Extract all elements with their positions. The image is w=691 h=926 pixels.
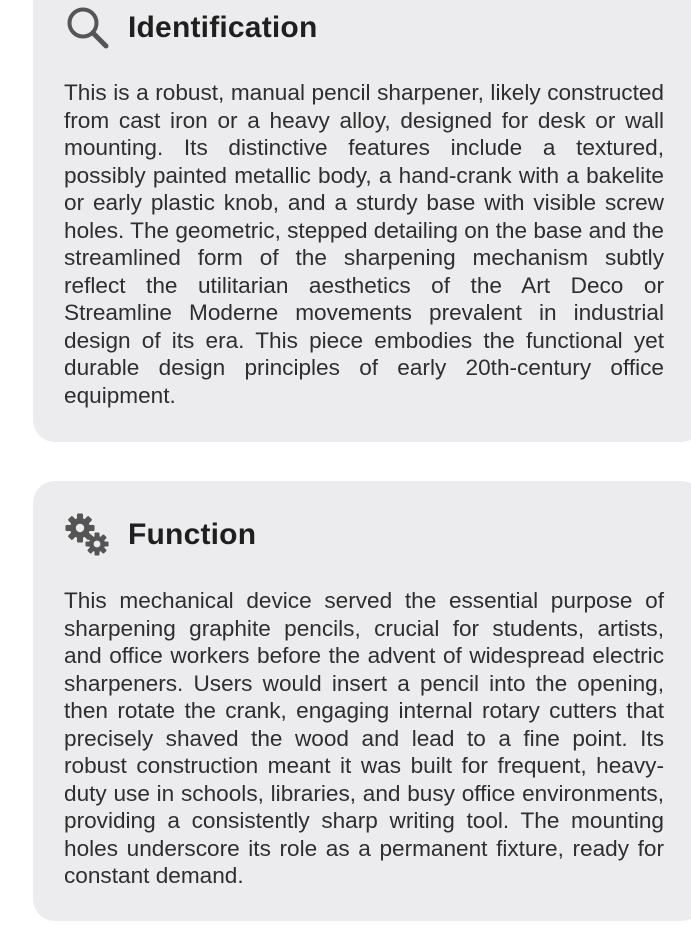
search-icon [63,3,113,53]
function-title: Function [128,518,257,551]
identification-header [63,3,317,53]
gears-icon [63,510,113,560]
identification-card [33,0,691,442]
function-text: This mechanical device served the essential purpose of sharpening graphite pencils, crucial for students, artists, and office workers before the advent of widespread electric sharpeners. Users would insert a pencil into the opening, then rotate the crank, engaging internal rotary cutters that precisely shaved the wood and lead to a fine point. Its robust construction meant it was built for frequent, heavy-duty use in schools, libraries, and busy office environments, providing a consistently sharp writing tool. The mounting holes underscore its role as a permanent fixture, ready for constant demand. [64,588,664,888]
function-card [33,481,691,921]
identification-title: Identification [128,11,318,44]
function-header [63,510,256,560]
identification-text: This is a robust, manual pencil sharpener, likely constructed from cast iron or a heavy alloy, designed for desk or wall mounting. Its distinctive features include a textured, possibly painted metallic body, a hand-crank with a bakelite or early plastic knob, and a sturdy base with visible screw holes. The geometric, stepped detailing on the base and the streamlined form of the sharpening mechanism subtly reflect the utilitarian aesthetics of the Art Deco or Streamline Moderne movements prevalent in industrial design of its era. This piece embodies the functional yet durable design principles of early 20th-century office equipment. [64,80,664,408]
